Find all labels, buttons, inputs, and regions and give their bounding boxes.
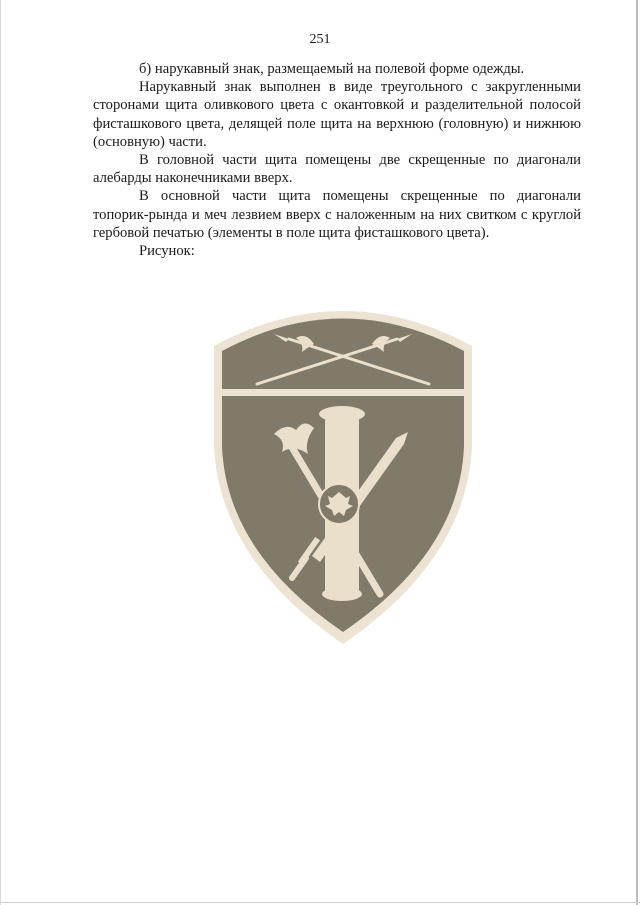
paragraph-main-part: В основной части щита помещены скрещенные по диагонали топорик-рында и меч лезвием вверх с наложенным на них свитком с круглой гербовой печатью (элементы в поле щита фисташкового цвета). bbox=[93, 188, 581, 241]
scan-edge-left bbox=[0, 0, 1, 905]
paragraph-head-part: В головной части щита помещены две скрещенные по диагонали алебарды наконечниками вверх. bbox=[93, 152, 581, 187]
paragraph-sleeve-insignia-item: б) нарукавный знак, размещаемый на полевой форме одежды. bbox=[139, 61, 525, 77]
sleeve-insignia-emblem bbox=[212, 294, 474, 646]
paragraph-shield-description: Нарукавный знак выполнен в виде треугольного с закругленными сторонами щита оливкового цвета с окантовкой и разделительной полосой фисташкового цвета, делящей поле щита на верхнюю (головную) и нижнюю (основную) части. bbox=[93, 79, 581, 150]
scan-edge-bottom bbox=[0, 902, 640, 903]
document-body bbox=[93, 60, 581, 260]
paragraph-figure-caption: Рисунок: bbox=[139, 243, 195, 260]
scan-edge-right bbox=[636, 0, 638, 905]
divider-stripe bbox=[222, 389, 464, 396]
page-number: 251 bbox=[309, 32, 331, 47]
